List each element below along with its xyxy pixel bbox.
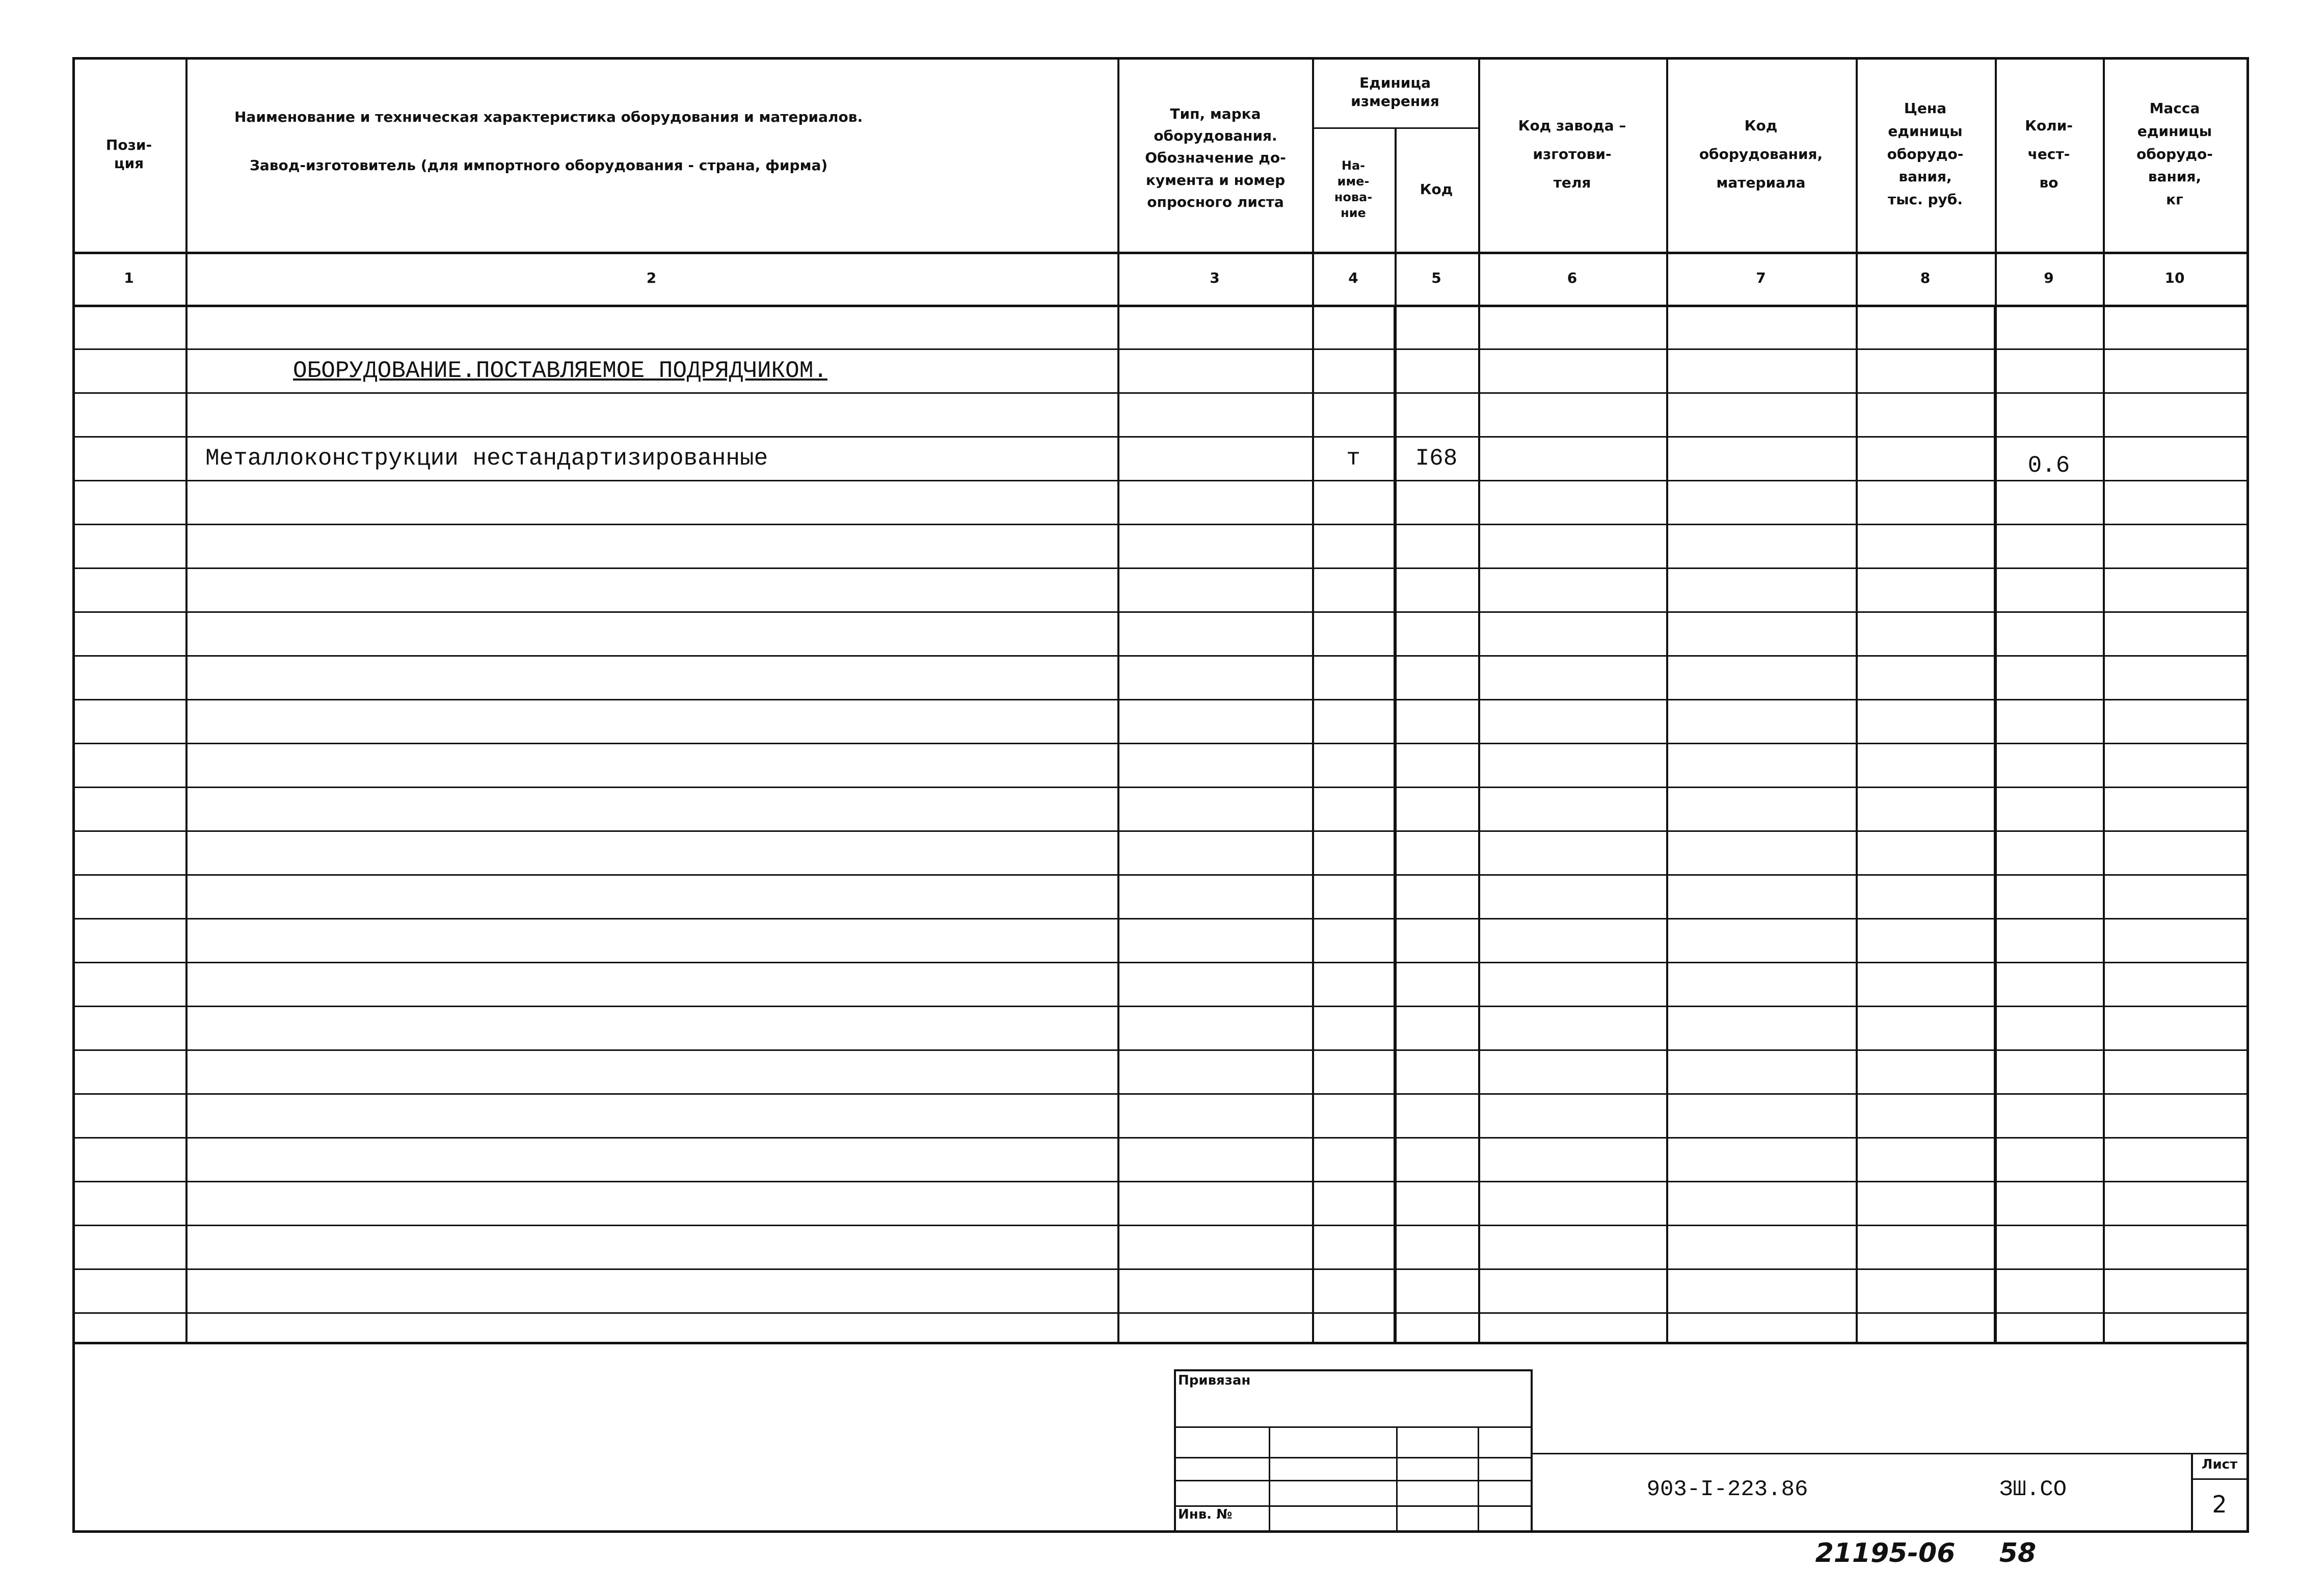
stamp-attached-label: Привязан: [1178, 1373, 1251, 1388]
stamp-col: [1269, 1426, 1270, 1530]
row-item-name: Металлоконструкции нестандартизированные: [205, 445, 768, 472]
column-number-4: 4: [1348, 269, 1358, 286]
frame-left: [72, 57, 75, 1530]
row-line: [72, 1225, 2246, 1226]
row-line: [72, 1312, 2246, 1314]
stamp-col: [1396, 1426, 1398, 1530]
row-line: [72, 655, 2246, 657]
header-type-mark: Тип, марка оборудования. Обозначение до- кумента и номер опросного листа: [1145, 105, 1286, 211]
header-position: Пози- ция: [105, 136, 152, 172]
row-line: [72, 611, 2246, 613]
column-number-1: 1: [124, 269, 134, 286]
row-line: [72, 392, 2246, 394]
header-name-line2: Завод-изготовитель (для импортного оборудования - страна, фирма): [250, 156, 828, 174]
stamp-sheet-number: 2: [2212, 1491, 2227, 1519]
footer-handwritten-page: 58: [1999, 1538, 2037, 1569]
column-number-7: 7: [1756, 269, 1766, 286]
header-name-line1: Наименование и техническая характеристика оборудования и материалов.: [234, 108, 863, 125]
unit-group-line: [1312, 127, 1478, 129]
row-line: [72, 1268, 2246, 1270]
row-line: [72, 436, 2246, 438]
row-line: [72, 830, 2246, 832]
column-number-10: 10: [2164, 269, 2185, 286]
column-number-5: 5: [1431, 269, 1441, 286]
header-unit-price: Цена единицы оборудо- вания, тыс. руб.: [1887, 100, 1964, 208]
header-unit-code: Код: [1420, 180, 1453, 198]
row-line: [72, 787, 2246, 788]
stamp-col: [1478, 1426, 1479, 1530]
column-number-3: 3: [1210, 269, 1220, 286]
stamp-row: [1174, 1426, 1531, 1428]
stamp-inv-label: Инв. №: [1178, 1507, 1233, 1522]
column-number-6: 6: [1567, 269, 1577, 286]
column-separator: [1394, 305, 1396, 1342]
row-item-quantity: 0.6: [2027, 452, 2070, 479]
stamp-row: [1174, 1505, 1531, 1507]
title-sheet-left: [2191, 1453, 2193, 1530]
row-item-code: I68: [1415, 445, 1458, 472]
stamp-top: [1174, 1369, 1531, 1371]
frame-bottom: [72, 1530, 2249, 1533]
row-line: [72, 1049, 2246, 1051]
header-quantity: Коли- чест- во: [2025, 117, 2073, 191]
title-top: [1531, 1453, 2246, 1454]
header-unit-of-measure: Единица измерения: [1351, 74, 1439, 110]
row-line: [72, 480, 2246, 481]
header-manufacturer-code: Код завода – изготови- теля: [1518, 117, 1626, 191]
column-separator: [1994, 305, 1996, 1342]
header-bottom-line: [72, 252, 2246, 254]
row-line: [72, 699, 2246, 700]
stamp-row: [1174, 1457, 1531, 1458]
column-number-8: 8: [1920, 269, 1931, 286]
row-item-unit: т: [1346, 445, 1360, 472]
stamp-sheet-label: Лист: [2201, 1457, 2238, 1473]
row-line: [72, 1137, 2246, 1139]
stamp-row: [1174, 1480, 1531, 1481]
row-line: [72, 962, 2246, 963]
column-number-2: 2: [646, 269, 657, 286]
row-line: [72, 1181, 2246, 1182]
title-sheet-split: [2191, 1478, 2246, 1480]
row-line: [72, 874, 2246, 876]
row-line: [72, 1006, 2246, 1007]
table-bottom-line: [72, 1342, 2246, 1344]
row-line: [72, 918, 2246, 919]
stamp-document-number: 903-I-223.86: [1646, 1477, 1808, 1503]
number-row-bottom-line: [72, 305, 2246, 307]
row-line: [72, 567, 2246, 569]
footer-handwritten-number: 21195-06: [1815, 1538, 1956, 1569]
frame-top: [72, 57, 2246, 60]
row-section-heading: ОБОРУДОВАНИЕ.ПОСТАВЛЯЕМОЕ ПОДРЯДЧИКОМ.: [293, 358, 827, 385]
header-equipment-code: Код оборудования, материала: [1699, 117, 1823, 191]
row-line: [72, 524, 2246, 525]
row-line: [72, 1093, 2246, 1095]
stamp-right: [1531, 1369, 1533, 1530]
header-unit-name: На- име- нова- ние: [1334, 158, 1373, 221]
row-line: [72, 348, 2246, 350]
frame-right: [2246, 57, 2249, 1530]
stamp-document-code: ЗШ.СО: [1999, 1477, 2067, 1503]
header-unit-mass: Масса единицы оборудо- вания, кг: [2136, 100, 2213, 208]
row-line: [72, 743, 2246, 744]
column-number-9: 9: [2044, 269, 2054, 286]
